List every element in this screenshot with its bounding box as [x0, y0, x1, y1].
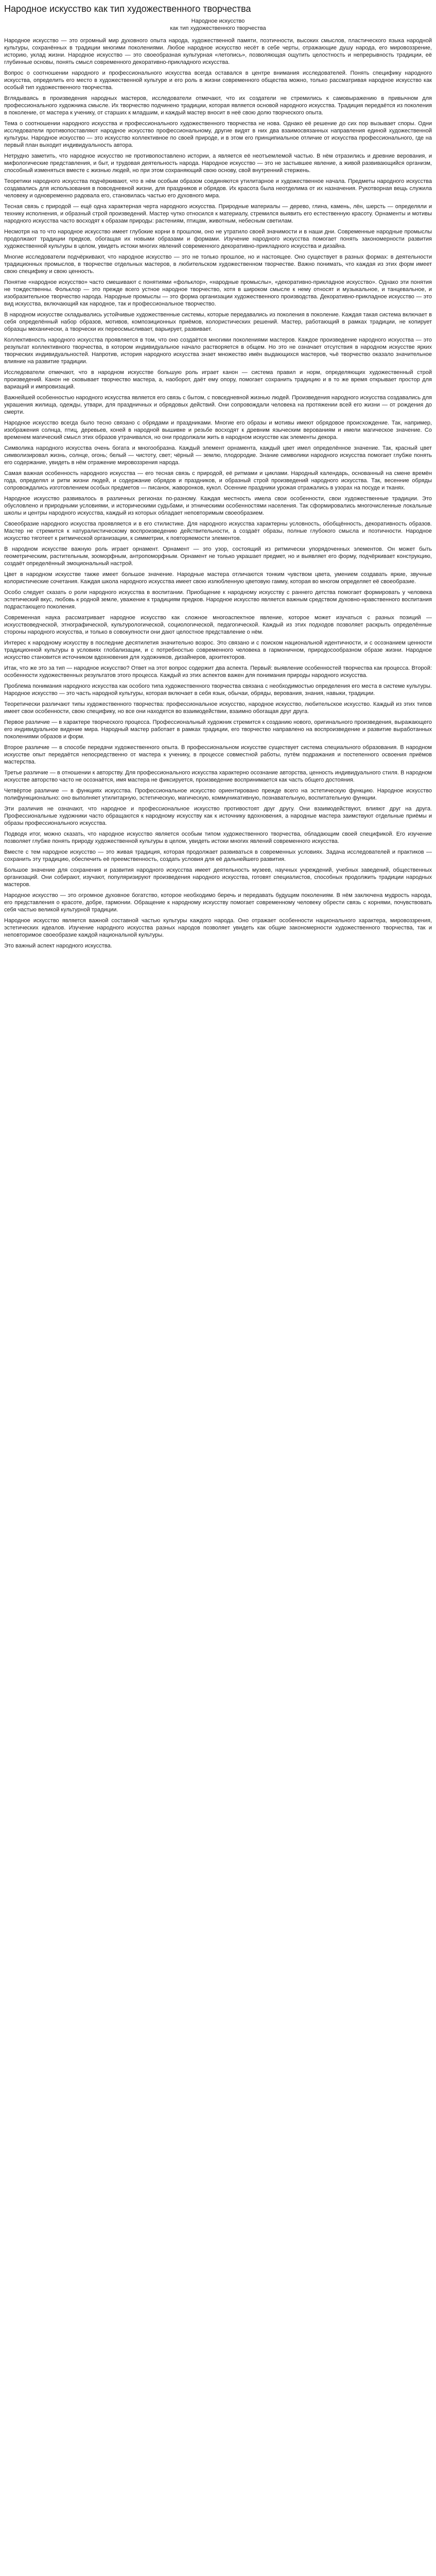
subtitle-line: как тип художественного творчества	[170, 25, 266, 31]
paragraph: Особо следует сказать о роли народного искусства в воспитании. Приобщение к народному искусству с раннего детства помогает формировать у человека эстетический вкус, любовь к родной земле, уважение к традициям предков. Народное искусство является важным средством духовно-нравственного воспитания подрастающего поколения.	[4, 589, 432, 610]
paragraph: Исследователи отмечают, что в народном искусстве большую роль играет канон — система правил и норм, определяющих художественный строй произведений. Канон не сковывает творчество мастера, а, наоборот, даёт ему опору, помогает сохранить традицию и в то же время открывает простор для вариаций и импровизаций.	[4, 369, 432, 390]
paragraph: Это важный аспект народного искусства.	[4, 943, 112, 949]
paragraph: В народном искусстве важную роль играет орнамент. Орнамент — это узор, состоящий из ритмически упорядоченных элементов. Он может быть геометрическим, растительным, зооморфным, антропоморфным. Орнамент не только украшает предмет, но и выявляет его форму, подчёркивает конструкцию, создаёт определённый эмоциональный настрой.	[4, 546, 432, 567]
paragraph: Вместе с тем народное искусство — это живая традиция, которая продолжает развиваться в современных условиях. Задача исследователей и практиков — сохранить эту традицию, обеспечить её преемственность, создать условия для её дальнейшего развития.	[4, 849, 432, 862]
paragraph: Символика народного искусства очень богата и многообразна. Каждый элемент орнамента, каждый цвет имел определённое значение. Так, красный цвет символизировал жизнь, солнце, огонь; белый — чистоту, свет; чёрный — землю, плодородие. Знание символики народного искусства помогает глубже понять его содержание, увидеть в нём отражение мировоззрения народа.	[4, 445, 432, 466]
paragraph: Народное искусство всегда было тесно связано с обрядами и праздниками. Многие его образы и мотивы имеют обрядовое происхождение. Так, например, изображения солнца, птиц, деревьев, коней в народной вышивке и резьбе восходят к древним языческим верованиям и имели магическое значение. Со временем магический смысл этих образов утрачивался, но они продолжали жить в народном искусстве как элементы декора.	[4, 420, 432, 440]
paragraph: Коллективность народного искусства проявляется в том, что оно создаётся многими поколениями мастеров. Каждое произведение народного искусства — это результат коллективного творчества, в котором индивидуальное начало растворяется в общем. Но это не означает отсутствия в народном искусстве ярких творческих индивидуальностей. Напротив, история народного искусства знает множество имён выдающихся мастеров, чьё творчество оказало значительное влияние на развитие традиции.	[4, 337, 432, 365]
paragraph: Многие исследователи подчёркивают, что народное искусство — это не только прошлое, но и настоящее. Оно существует в разных формах: в деятельности традиционных промыслов, в творчестве отдельных мастеров, в любительском художественном творчестве. Важно понимать, что каждая из этих форм имеет свою специфику и свою ценность.	[4, 254, 432, 275]
article-body	[4, 37, 432, 950]
paragraph: Цвет в народном искусстве также имеет большое значение. Народные мастера отличаются тонким чувством цвета, умением создавать яркие, звучные колористические сочетания. Каждая школа народного искусства имеет свою излюбленную цветовую гамму, которая во многом определяет её своеобразие.	[4, 571, 432, 585]
subtitle-line: Народное искусство	[191, 18, 245, 24]
paragraph: Вглядываясь в произведения народных мастеров, исследователи отмечают, что их создатели не стремились к самовыражению в привычном для профессионального художника смысле. Их творчество подчинено традиции, которая является основой народного искусства. Традиция передаётся из поколения в поколение, от мастера к ученику, от старших к младшим, и каждый мастер вносит в неё свою долю творческого опыта.	[4, 95, 432, 116]
paragraph: Народное искусство развивалось в различных регионах по-разному. Каждая местность имела свои особенности, свои художественные традиции. Это обусловлено и природными условиями, и историческими судьбами, и этническими особенностями населения. Так сформировались многочисленные локальные школы и центры народного искусства, каждый из которых обладает неповторимым своеобразием.	[4, 496, 432, 516]
paragraph: Народное искусство является важной составной частью культуры каждого народа. Оно отражает особенности национального характера, мировоззрения, эстетических идеалов. Изучение народного искусства разных народов позволяет увидеть как общие закономерности художественного творчества, так и неповторимое своеобразие каждой национальной культуры.	[4, 918, 432, 938]
paragraph: Теоретики народного искусства подчёркивают, что в нём особым образом соединяются утилитарное и художественное начала. Предметы народного искусства создавались для использования в повседневной жизни, для праздников и обрядов. Их красота была неотделима от их назначения. Рукотворная вещь служила человеку и одновременно радовала его, становилась частью его духовного мира.	[4, 178, 432, 199]
paragraph: Большое значение для сохранения и развития народного искусства имеет деятельность музеев, научных учреждений, учебных заведений, общественных организаций. Они собирают, изучают, популяризируют произведения народного искусства, готовят специалистов, способных продолжить традиции народных мастеров.	[4, 867, 432, 888]
paragraph: Тесная связь с природой — ещё одна характерная черта народного искусства. Природные материалы — дерево, глина, камень, лён, шерсть — определяли и технику исполнения, и образный строй произведений. Мастер чутко относился к материалу, стремился выявить его естественную красоту. Орнаменты и мотивы народного искусства часто восходят к образам природы: растениям, птицам, животным, небесным светилам.	[4, 204, 432, 224]
page-title: Народное искусство как тип художественного творчества	[4, 4, 251, 14]
paragraph: Важнейшей особенностью народного искусства является его связь с бытом, с повседневной жизнью людей. Произведения народного искусства создавались для украшения жилища, одежды, утвари, для праздничных и обрядовых действий. Они сопровождали человека на протяжении всей его жизни — от рождения до смерти.	[4, 395, 432, 415]
paragraph: Проблема понимания народного искусства как особого типа художественного творчества связана с необходимостью определения его места в системе культуры. Народное искусство — это часть народной культуры, которая включает в себя язык, обычаи, обряды, верования, знания, навыки, традиции.	[4, 683, 432, 697]
paragraph: Нетрудно заметить, что народное искусство не противопоставлено истории, а является её неотъемлемой частью. В нём отразились и древние верования, и мифологические представления, и быт, и трудовая деятельность народа. Народное искусство — это не застывшее явление, а живой развивающийся организм, способный изменяться вместе с жизнью людей, но при этом сохраняющий свою основу, свой внутренний стержень.	[4, 153, 432, 174]
paragraph: Народное искусство — это огромный мир духовного опыта народа, художественной памяти, поэтичности, высоких смыслов, пластического языка народной культуры, сохранённых в традиции многими поколениями. Любое народное искусство несёт в себе черты, отражающие душу народа, его мировоззрение, историю, уклад жизни. Народное искусство — это своеобразная культурная «летопись», позволяющая ощутить целостность и непрерывность традиции, её глубинные основы, понять смысл современного декоративно-прикладного искусства.	[4, 38, 432, 65]
paragraph: Подводя итог, можно сказать, что народное искусство является особым типом художественного творчества, обладающим своей спецификой. Его изучение позволяет глубже понять природу художественной культуры в целом, увидеть истоки многих явлений современного искусства.	[4, 831, 432, 844]
paragraph: Итак, что же это за тип — народное искусство? Ответ на этот вопрос содержит два аспекта. Первый: выявление особенностей творчества как процесса. Второй: особенности художественных результатов этого процесса. Каждый из этих аспектов важен для понимания природы народного искусства.	[4, 665, 432, 679]
paragraph: Тема о соотношении народного искусства и профессионального художественного творчества не нова. Однако её решение до сих пор вызывает споры. Одни исследователи противопоставляют народное искусство профессиональному, другие видят в них два взаимосвязанных направления единой художественной культуры. Народное искусство — это искусство коллективное по своей природе, и в этом его принципиальное отличие от искусства профессионального, где на первый план выходит индивидуальность автора.	[4, 121, 432, 148]
paragraph: Третье различие — в отношении к авторству. Для профессионального искусства характерно осознание авторства, ценность индивидуального стиля. В народном искусстве авторство часто не осознаётся, имя мастера не фиксируется, произведение воспринимается как часть общего достояния.	[4, 770, 432, 783]
paragraph: Эти различия не означают, что народное и профессиональное искусство противостоят друг другу. Они взаимодействуют, влияют друг на друга. Профессиональные художники часто обращаются к народному искусству как к источнику вдохновения, а народные мастера заимствуют отдельные приёмы и образы профессионального искусства.	[4, 806, 432, 826]
article-page	[0, 0, 436, 953]
paragraph: Первое различие — в характере творческого процесса. Профессиональный художник стремится к созданию нового, оригинального произведения, выражающего его индивидуальное видение мира. Народный мастер работает в рамках традиции, его творчество направлено на воспроизведение и развитие выработанных поколениями образов и форм.	[4, 719, 432, 740]
paragraph: В народном искусстве складывались устойчивые художественные системы, которые передавались из поколения в поколение. Каждая такая система включает в себя определённый набор образов, мотивов, композиционных приёмов, колористических решений. Мастер, работающий в рамках традиции, не копирует образцы механически, а творчески их переосмысливает, варьирует, развивает.	[4, 312, 432, 332]
paragraph: Народное искусство — это огромное духовное богатство, которое необходимо беречь и передавать будущим поколениям. В нём заключена мудрость народа, его представления о красоте, добре, гармонии. Обращение к народному искусству помогает современному человеку обрести связь с корнями, почувствовать себя частью великой культурной традиции.	[4, 892, 432, 913]
paragraph: Теоретически различают типы художественного творчества: профессиональное искусство, народное искусство, любительское искусство. Каждый из этих типов имеет свои особенности, свою специфику, но все они находятся во взаимодействии, взаимно обогащая друг друга.	[4, 701, 432, 715]
paragraph: Своеобразие народного искусства проявляется и в его стилистике. Для народного искусства характерны условность, обобщённость, декоративность образов. Мастер не стремится к натуралистическому воспроизведению действительности, а создаёт образы, полные глубокого смысла и поэтичности. Народное искусство тяготеет к ритмической организации, к симметрии, к повторяемости элементов.	[4, 521, 432, 541]
article-subtitle	[4, 18, 432, 32]
paragraph: Вопрос о соотношении народного и профессионального искусства всегда оставался в центре внимания исследователей. Понять специфику народного искусства, определить его место в художественной культуре и его роль в жизни современного общества можно, только рассматривая народное искусство как особый тип художественного творчества.	[4, 70, 432, 91]
paragraph: Второе различие — в способе передачи художественного опыта. В профессиональном искусстве существует система специального образования. В народном искусстве опыт передаётся непосредственно от мастера к ученику, в процессе совместной работы, путём подражания и постепенного освоения приёмов мастерства.	[4, 744, 432, 765]
paragraph: Несмотря на то что народное искусство имеет глубокие корни в прошлом, оно не утратило своей значимости и в наши дни. Современные народные промыслы продолжают традиции предков, обогащая их новыми образами и формами. Изучение народного искусства помогает понять закономерности развития художественной культуры в целом, увидеть истоки многих явлений современного декоративно-прикладного искусства и дизайна.	[4, 229, 432, 249]
paragraph: Интерес к народному искусству в последние десятилетия значительно возрос. Это связано и с поиском национальной идентичности, и с осознанием ценности традиционной культуры в условиях глобализации, и с потребностью современного человека в гармоничном, природосообразном образе жизни. Народное искусство становится источником вдохновения для художников, дизайнеров, архитекторов.	[4, 640, 432, 660]
paragraph: Понятие «народное искусство» часто смешивают с понятиями «фольклор», «народные промыслы», «декоративно-прикладное искусство». Однако эти понятия не тождественны. Фольклор — это прежде всего устное народное творчество, хотя в широком смысле к нему относят и музыкальное, и танцевальное, и изобразительное творчество народа. Народные промыслы — это форма организации художественного производства. Декоративно-прикладное искусство — это вид искусства, включающий как народное, так и профессиональное творчество.	[4, 279, 432, 307]
paragraph: Самая важная особенность народного искусства — его тесная связь с природой, её ритмами и циклами. Народный календарь, основанный на смене времён года, определял и ритм жизни людей, и содержание обрядов и праздников, и образный строй произведений народного искусства. Так, весенние обряды сопровождались изготовлением особых предметов — писанок, жаворонков, кукол. Осенние праздники урожая отражались в узорах на посуде и тканях.	[4, 470, 432, 491]
paragraph: Современная наука рассматривает народное искусство как сложное многоаспектное явление, которое может изучаться с разных позиций — искусствоведческой, этнографической, культурологической, социологической, педагогической. Каждый из этих подходов позволяет раскрыть определённые стороны народного искусства, и только в совокупности они дают целостное представление о нём.	[4, 615, 432, 635]
paragraph: Четвёртое различие — в функциях искусства. Профессиональное искусство ориентировано прежде всего на эстетическую функцию. Народное искусство полифункционально: оно выполняет утилитарную, эстетическую, магическую, коммуникативную, познавательную, воспитательную функции.	[4, 788, 432, 801]
